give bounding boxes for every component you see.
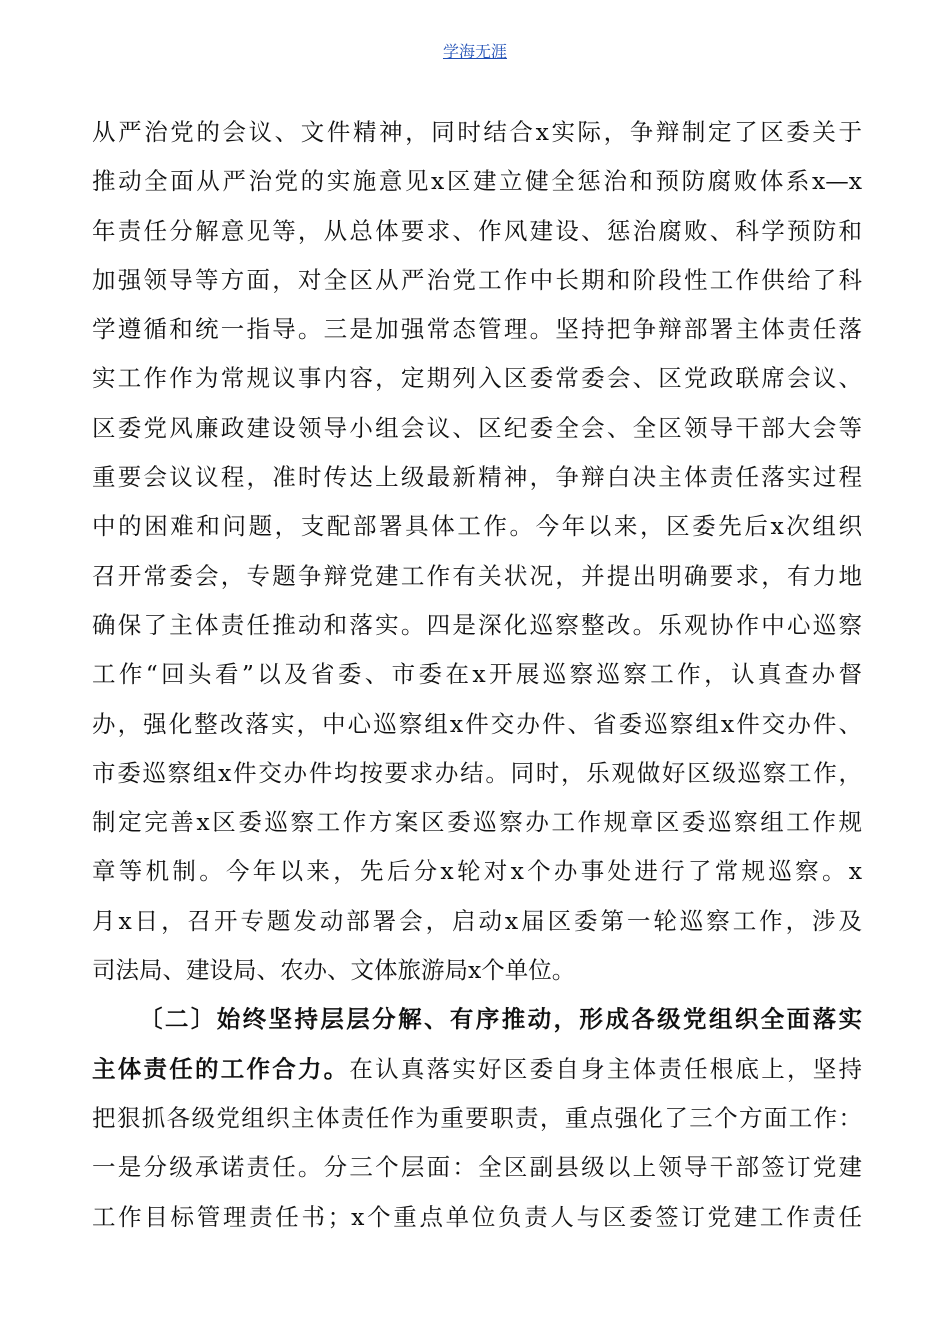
document-body — [92, 108, 862, 1242]
body-line: 从严治党的会议、文件精神，同时结合x实际，争辩制定了区委关于 — [92, 118, 862, 146]
body-line: 实工作作为常规议事内容，定期列入区委常委会、区党政联席会议、 — [92, 364, 862, 393]
page-header — [0, 40, 950, 64]
body-line: 办，强化整改落实，中心巡察组x件交办件、省委巡察组x件交办件、 — [92, 709, 862, 738]
body-line: 章等机制。今年以来，先后分x轮对x个办事处进行了常规巡察。x — [92, 857, 862, 886]
section-heading: 〔二〕始终坚持层层分解、有序推动，形成各级党组织全面落实 — [139, 1005, 862, 1034]
body-line: 推动全面从严治党的实施意见x区建立健全惩治和预防腐败体系x—x — [92, 167, 862, 196]
body-line: 确保了主体责任推动和落实。四是深化巡察整改。乐观协作中心巡察 — [92, 610, 862, 639]
body-line: 把狠抓各级党组织主体责任作为重要职责，重点强化了三个方面工作： — [92, 1103, 862, 1132]
body-line: 学遵循和统一指导。三是加强常态管理。坚持把争辩部署主体责任落 — [92, 315, 862, 344]
body-line: 月x日，召开专题发动部署会，启动x届区委第一轮巡察工作，涉及 — [92, 906, 862, 935]
body-line: 年责任分解意见等，从总体要求、作风建设、惩治腐败、科学预防和 — [92, 216, 862, 245]
body-line: 市委巡察组x件交办件均按要求办结。同时，乐观做好区级巡察工作， — [92, 758, 862, 787]
section-body-text: 在认真落实好区委自身主体责任根底上，坚持 — [349, 1054, 862, 1083]
body-line: 制定完善x区委巡察工作方案区委巡察办工作规章区委巡察组工作规 — [92, 808, 862, 837]
body-line: 工作目标管理责任书；x个重点单位负责人与区委签订党建工作责任 — [92, 1202, 862, 1231]
section-heading-tail: 主体责任的工作合力。 — [92, 1054, 350, 1083]
body-line: 司法局、建设局、农办、文体旅游局x个单位。 — [92, 956, 576, 985]
body-line: 一是分级承诺责任。分三个层面：全区副县级以上领导干部签订党建 — [92, 1153, 862, 1182]
body-line: 区委党风廉政建设领导小组会议、区纪委全会、全区领导干部大会等 — [92, 413, 862, 442]
body-line: 重要会议议程，准时传达上级最新精神，争辩白决主体责任落实过程 — [92, 463, 862, 492]
body-line: 工作“回头看”以及省委、市委在x开展巡察巡察工作，认真查办督 — [92, 660, 862, 689]
body-line: 中的困难和问题，支配部署具体工作。今年以来，区委先后x次组织 — [92, 512, 862, 541]
body-line: 加强领导等方面，对全区从严治党工作中长期和阶段性工作供给了科 — [92, 265, 862, 294]
section-heading-continuation — [92, 1045, 862, 1094]
body-line: 召开常委会，专题争辩党建工作有关状况，并提出明确要求，有力地 — [92, 561, 862, 590]
header-title: 学海无涯 — [442, 42, 507, 61]
